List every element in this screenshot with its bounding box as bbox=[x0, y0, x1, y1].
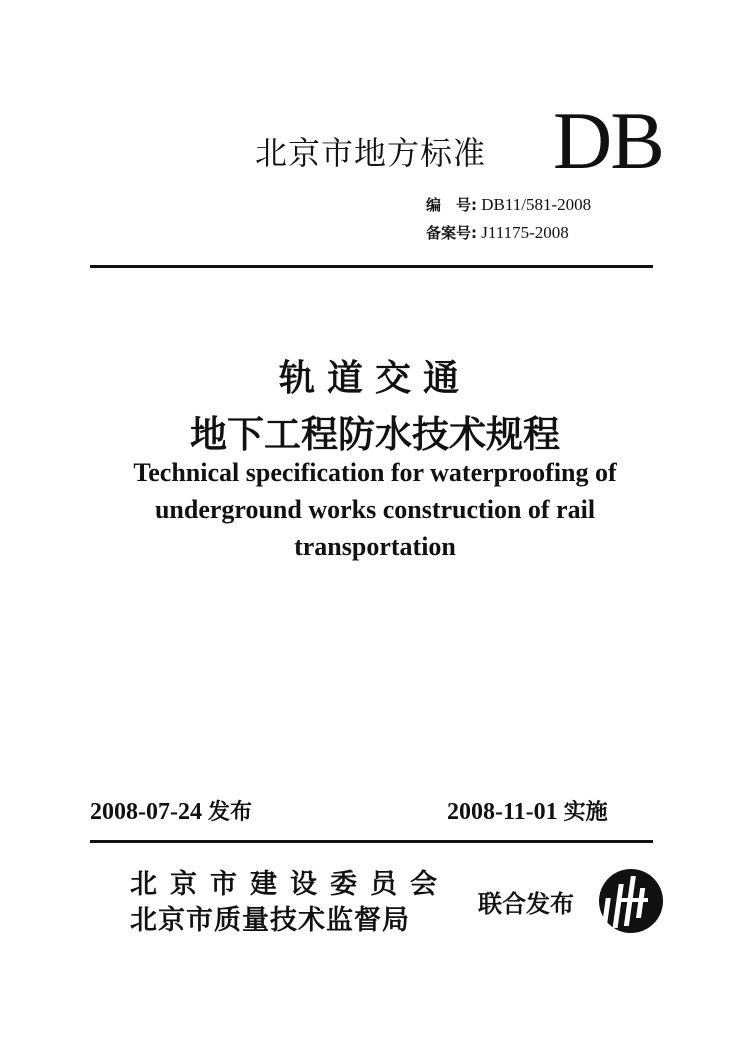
top-divider bbox=[90, 265, 653, 268]
standard-number bbox=[426, 194, 591, 215]
standard-type-label: 北京市地方标准 bbox=[255, 134, 487, 172]
title-en-line1: Technical specification for waterproofing of bbox=[133, 458, 617, 487]
implement-date-label: 实施 bbox=[563, 800, 608, 825]
issuer-construction-commission: 北京市建设委员会 bbox=[130, 869, 450, 900]
db-mark: DB bbox=[553, 95, 663, 186]
implement-date bbox=[447, 795, 608, 826]
record-number-value: J11175-2008 bbox=[481, 223, 569, 242]
title-en-line2: underground works construction of rail bbox=[154, 495, 596, 524]
standard-number-key: 编 号: bbox=[426, 196, 477, 214]
title-en-line3: transportation bbox=[294, 532, 456, 561]
title-cn-line2: 地下工程防水技术规程 bbox=[190, 413, 560, 456]
publisher-logo-icon bbox=[598, 868, 664, 934]
issuer-quality-bureau: 北京市质量技术监督局 bbox=[130, 905, 410, 936]
issue-date bbox=[90, 795, 252, 826]
issue-date-label: 发布 bbox=[207, 800, 252, 825]
standard-number-value: DB11/581-2008 bbox=[481, 195, 592, 214]
record-number-key: 备案号: bbox=[426, 224, 477, 242]
bottom-divider bbox=[90, 840, 653, 843]
implement-date-value: 2008-11-01 bbox=[447, 799, 558, 825]
title-en bbox=[60, 454, 690, 565]
issue-date-value: 2008-07-24 bbox=[90, 799, 202, 825]
title-cn-line1: 轨道交通 bbox=[278, 358, 471, 399]
joint-issue-label: 联合发布 bbox=[478, 890, 574, 918]
record-number bbox=[426, 222, 569, 243]
